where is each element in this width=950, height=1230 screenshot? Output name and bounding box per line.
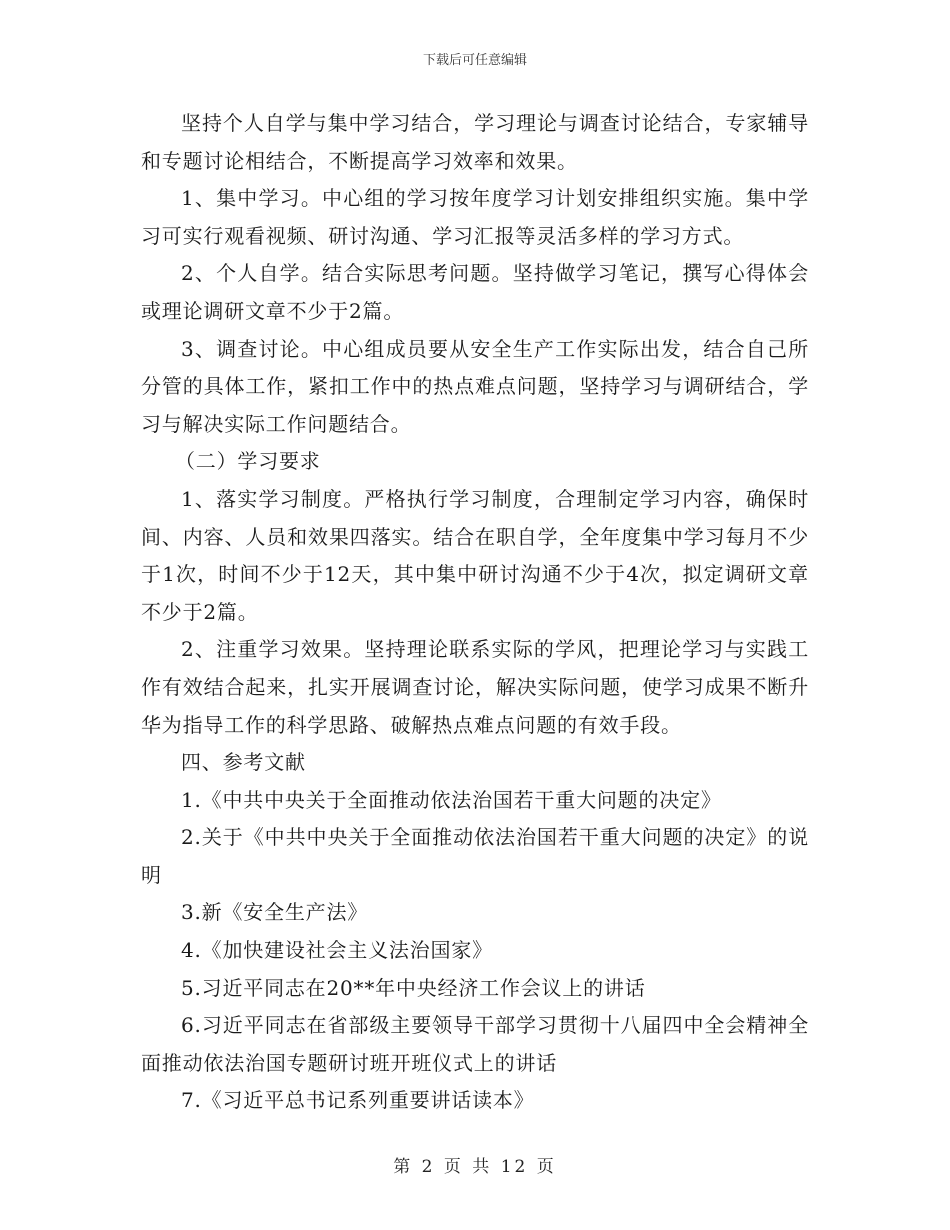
- reference-item: 7.《习近平总书记系列重要讲话读本》: [181, 1088, 535, 1113]
- reference-item: 5.习近平同志在20**年中央经济工作会议上的讲话: [181, 975, 646, 1000]
- reference-item: 6.习近平同志在省部级主要领导干部学习贯彻十八届四中全会精神全面推动依法治国专题研讨班开班仪式上的讲话: [141, 1013, 809, 1075]
- reference-item: 3.新《安全生产法》: [181, 900, 369, 925]
- paragraph-study-system: 1、落实学习制度。严格执行学习制度，合理制定学习内容，确保时间、内容、人员和效果四落实。结合在职自学，全年度集中学习每月不少于1次，时间不少于12天，其中集中研讨沟通不少于4次，拟定调研文章不少于2篇。: [141, 486, 809, 624]
- paragraph-self-study: 2、个人自学。结合实际思考问题。坚持做学习笔记，撰写心得体会或理论调研文章不少于2篇。: [141, 261, 809, 323]
- section-heading-references: 四、参考文献: [181, 750, 306, 775]
- document-body: [141, 105, 809, 1120]
- reference-item: 2.关于《中共中央关于全面推动依法治国若干重大问题的决定》的说明: [141, 825, 809, 887]
- paragraph-study-methods: 坚持个人自学与集中学习结合，学习理论与调查讨论结合，专家辅导和专题讨论相结合，不断提高学习效率和效果。: [141, 111, 809, 173]
- section-heading-requirements: （二）学习要求: [175, 449, 321, 474]
- paragraph-investigation: 3、调查讨论。中心组成员要从安全生产工作实际出发，结合自己所分管的具体工作，紧扣工作中的热点难点问题，坚持学习与调研结合，学习与解决实际工作问题结合。: [141, 336, 809, 436]
- paragraph-group-study: 1、集中学习。中心组的学习按年度学习计划安排组织实施。集中学习可实行观看视频、研讨沟通、学习汇报等灵活多样的学习方式。: [141, 186, 809, 248]
- paragraph-study-effect: 2、注重学习效果。坚持理论联系实际的学风，把理论学习与实践工作有效结合起来，扎实开展调查讨论，解决实际问题，使学习成果不断升华为指导工作的科学思路、破解热点难点问题的有效手段。: [141, 637, 809, 737]
- page-header: 下载后可任意编辑: [422, 53, 527, 68]
- page-number-footer: 第 2 页 共 12 页: [393, 1157, 557, 1177]
- reference-item: 1.《中共中央关于全面推动依法治国若干重大问题的决定》: [181, 787, 722, 812]
- reference-item: 4.《加快建设社会主义法治国家》: [181, 938, 493, 963]
